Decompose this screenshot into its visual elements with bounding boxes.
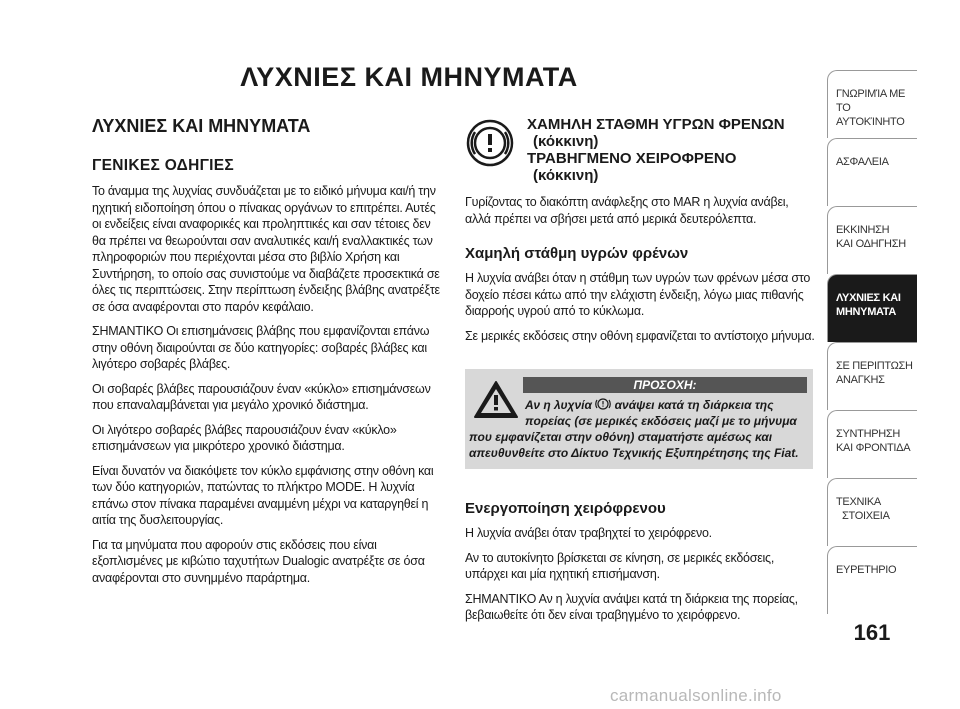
tab-technical-data[interactable] [827, 478, 917, 546]
tab-label: ΚΑΙ ΦΡΟΝΤΙΔΑ [836, 442, 911, 454]
brake-warning-icon [465, 118, 515, 168]
left-column [92, 116, 444, 594]
tab-maintenance[interactable] [827, 410, 917, 478]
caution-text-rest: που εμφανίζεται στην οθόνη) σταματήστε αμέσως και απευθυνθείτε στο Δίκτυο Τεχνικής Εξυπηρέτησης της Fiat. [469, 430, 799, 460]
caution-text-line2: πορείας (σε μερικές εκδόσεις μαζί με το μήνυμα [525, 414, 797, 428]
tab-label: ΑΝΑΓΚΗΣ [836, 374, 885, 386]
paragraph: Αν το αυτοκίνητο βρίσκεται σε κίνηση, σε μερικές εκδόσεις, υπάρχει και μία ηχητική επισήμανση. [465, 550, 775, 581]
intro-paragraph: Γυρίζοντας το διακόπτη ανάφλεξης στο MAR η λυχνία ανάβει, αλλά πρέπει να σβήσει μετά από μερικά δευτερόλεπτα. [465, 195, 789, 226]
tab-label: ΕΚΚΙΝΗΣΗ [836, 224, 890, 236]
caution-box [465, 369, 813, 469]
paragraph: Οι σοβαρές βλάβες παρουσιάζουν έναν «κύκλο» επισημάνσεων που επαναλαμβάνεται για μεγάλο χρονικό διάστημα. [92, 381, 431, 412]
paragraph: Για τα μηνύματα που αφορούν στις εκδόσεις που είναι εξοπλισμένες με κιβώτιο ταχυτήτων Dualogic ανατρέξτε σε όσα αναφέρονται στο συνημμένο παράρτημα. [92, 537, 425, 585]
caution-text [469, 397, 807, 461]
page-title: ΛΥΧΝΙΕΣ ΚΑΙ ΜΗΝΥΜΑΤΑ [240, 62, 578, 92]
paragraph: Σε μερικές εκδόσεις στην οθόνη εμφανίζεται το αντίστοιχο μήνυμα. [465, 328, 815, 343]
warning-title-color: (κόκκινη) [533, 133, 599, 150]
low-brake-fluid-heading: Χαμηλή στάθμη υγρών φρένων [465, 245, 689, 262]
tab-emergency[interactable] [827, 342, 917, 410]
tab-safety[interactable] [827, 138, 917, 206]
handbrake-heading: Ενεργοποίηση χειρόφρενου [465, 500, 666, 517]
paragraph: Οι λιγότερο σοβαρές βλάβες παρουσιάζουν έναν «κύκλο» επισημάνσεων για μικρότερο χρονικό διάστημα. [92, 422, 397, 453]
tab-label: ΓΝΩΡΙΜΊΑ ΜΕ [836, 88, 905, 100]
tab-getting-to-know[interactable] [827, 70, 917, 138]
paragraph: Το άναμμα της λυχνίας συνδυάζεται με το ειδικό μήνυμα και/ή την ηχητική ειδοποίηση όπου ο πίνακας οργάνων το επιτρέπει. Αυτές οι ενδείξεις είναι αναφορικές και προληπτικές και σαν τέτοιες δεν θα πρέπει να θεωρούνται σαν αναλυτικές και/ή εναλλακτικές των πληροφοριών που περιέχονται μέσα στο βιβλίο Χρήση και Συντήρηση, το οποίο σας συνιστούμε να διαβάζετε προσεκτικά σε όλες τις περιπτώσεις. Στην περίπτωση ένδειξης βλάβης ανατρέξτε σε όσα αναφέρονται στο παρόν κεφάλαιο. [92, 184, 440, 314]
chapter-tabs [827, 70, 917, 614]
paragraph: Είναι δυνατόν να διακόψετε τον κύκλο εμφάνισης στην οθόνη και των δύο κατηγοριών, πατώντας το πλήκτρο MODE. Η λυχνία επάνω στον πίνακα παραμένει αναμμένη μέχρι να καταργηθεί η αιτία της δυσλειτουργίας. [92, 463, 434, 527]
tab-starting-driving[interactable] [827, 206, 917, 274]
paragraph: ΣΗΜΑΝΤΙΚΟ Οι επισημάνσεις βλάβης που εμφανίζονται επάνω στην οθόνη διαιρούνται σε δύο κατηγορίες: σοβαρές βλάβες και λιγότερο σοβαρές βλάβες. [92, 324, 430, 371]
paragraph: ΣΗΜΑΝΤΙΚΟ Αν η λυχνία ανάψει κατά τη διάρκεια της πορείας, βεβαιωθείτε ότι δεν είναι τραβηγμένο το χειρόφρενο. [465, 591, 798, 622]
tab-warning-lights[interactable] [827, 274, 917, 342]
page-number: 161 [853, 620, 891, 645]
paragraph: Η λυχνία ανάβει όταν η στάθμη των υγρών των φρένων μέσα στο δοχείο πέσει κάτω από την ελάχιστη ένδειξη, λόγω μιας πιθανής διαρροής υγρού από το κύκλωμα. [465, 271, 811, 318]
general-instructions-heading: ΓΕΝΙΚΕΣ ΟΔΗΓΙΕΣ [92, 157, 235, 174]
tab-label: ΣΤΟΙΧΕΙΑ [842, 510, 890, 522]
paragraph: Η λυχνία ανάβει όταν τραβηχτεί το χειρόφρενο. [465, 526, 712, 540]
tab-label: ΣΥΝΤΗΡΗΣΗ [836, 428, 901, 440]
warning-title-brake-fluid: ΧΑΜΗΛΗ ΣΤΑΘΜΗ ΥΓΡΩΝ ΦΡΕΝΩΝ [527, 116, 785, 133]
right-column [465, 116, 815, 352]
section-heading: ΛΥΧΝΙΕΣ ΚΑΙ ΜΗΝΥΜΑΤΑ [92, 116, 311, 136]
watermark: carmanualsonline.info [610, 686, 782, 705]
tab-label: ΣΕ ΠΕΡΙΠΤΩΣΗ [836, 360, 913, 372]
tab-label: ΚΑΙ ΟΔΗΓΗΣΗ [836, 238, 906, 250]
tab-label: ΤΟ ΑΥΤΟΚΊΝΗΤΟ [836, 102, 905, 128]
brake-warning-icon [595, 398, 611, 410]
tab-label: ΤΕΧΝΙΚΑ [836, 496, 881, 508]
tab-label: ΑΣΦΑΛΕΙΑ [836, 156, 889, 168]
warning-header [465, 116, 815, 184]
tab-label: ΕΥΡΕΤΗΡΙΟ [836, 564, 897, 576]
warning-title-color: (κόκκινη) [533, 167, 599, 184]
caution-text-a: Αν η λυχνία [525, 398, 592, 412]
caution-text-b: ανάψει κατά τη διάρκεια της [614, 398, 774, 412]
tab-label: ΛΥΧΝΙΕΣ ΚΑΙ [836, 292, 901, 304]
caution-label: ΠΡΟΣΟΧΗ: [523, 377, 807, 393]
warning-title-handbrake: ΤΡΑΒΗΓΜΕΝΟ ΧΕΙΡΟΦΡΕΝΟ [527, 150, 737, 167]
handbrake-section [465, 500, 815, 632]
tab-label: ΜΗΝΥΜΑΤΑ [836, 306, 897, 318]
tab-index[interactable] [827, 546, 917, 614]
